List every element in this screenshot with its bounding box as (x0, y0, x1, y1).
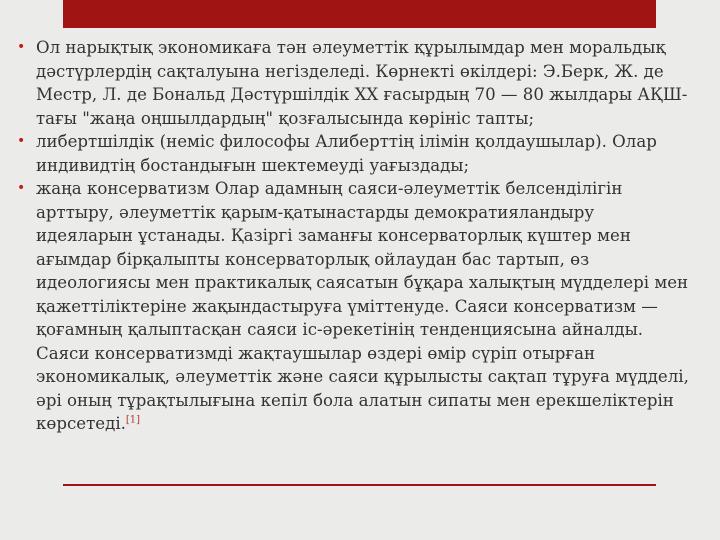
bullet-list (16, 36, 696, 436)
bullet-icon: • (17, 133, 26, 149)
bullet-icon: • (17, 39, 26, 55)
slide-content (16, 36, 696, 436)
bullet-item (16, 36, 696, 130)
footnote-reference-link[interactable]: [1] (125, 414, 141, 426)
bottom-accent-rule (63, 484, 656, 486)
bullet-text: Ол нарықтық экономикаға тән әлеуметтік құрылымдар мен моральдық дәстүрлердің сақталуына негізделеді. Көрнекті өкілдері: Э.Берк, Ж. де Местр, Л. де Бональд Дәстүршілдік ХХ ғасырдың 70 — 80 жылдары АҚШ-тағы "жаңа оңшылдардың" қозғалысында көрініс тапты; (36, 38, 688, 128)
bullet-icon: • (17, 180, 26, 196)
bullet-text: либертшілдік (неміс философы Алиберттің ілімін қолдаушылар). Олар индивидтің бостандығын шектемеуді уағыздады; (36, 132, 657, 175)
bullet-text: жаңа консерватизм Олар адамның саяси-әлеуметтік белсенділігін арттыру, әлеуметтік қарым-қатынастарды демократияландыру идеяларын ұстанады. Қазіргі заманғы консерваторлық күштер мен ағымдар бірқалыпты консерваторлық ойлаудан бас тартып, өз идеологиясы мен практикалық саясатын бұқара халықтың мүдделері мен қажеттіліктеріне жақындастыруға үміттенуде. Саяси консерватизм — қоғамның қалыптасқан саяси іс-әрекетінің тенденциясына айналды. Саяси консерватизмді жақтаушылар өздері өмір сүріп отырған экономикалық, әлеуметтік және саяси құрылысты сақтап тұруға мүдделі, әрі оның тұрақтылығына кепіл бола алатын сипаты мен ерекшеліктерін көрсетеді. (36, 179, 689, 433)
bullet-item (16, 177, 696, 436)
top-accent-band (63, 0, 656, 28)
bullet-item (16, 130, 696, 177)
